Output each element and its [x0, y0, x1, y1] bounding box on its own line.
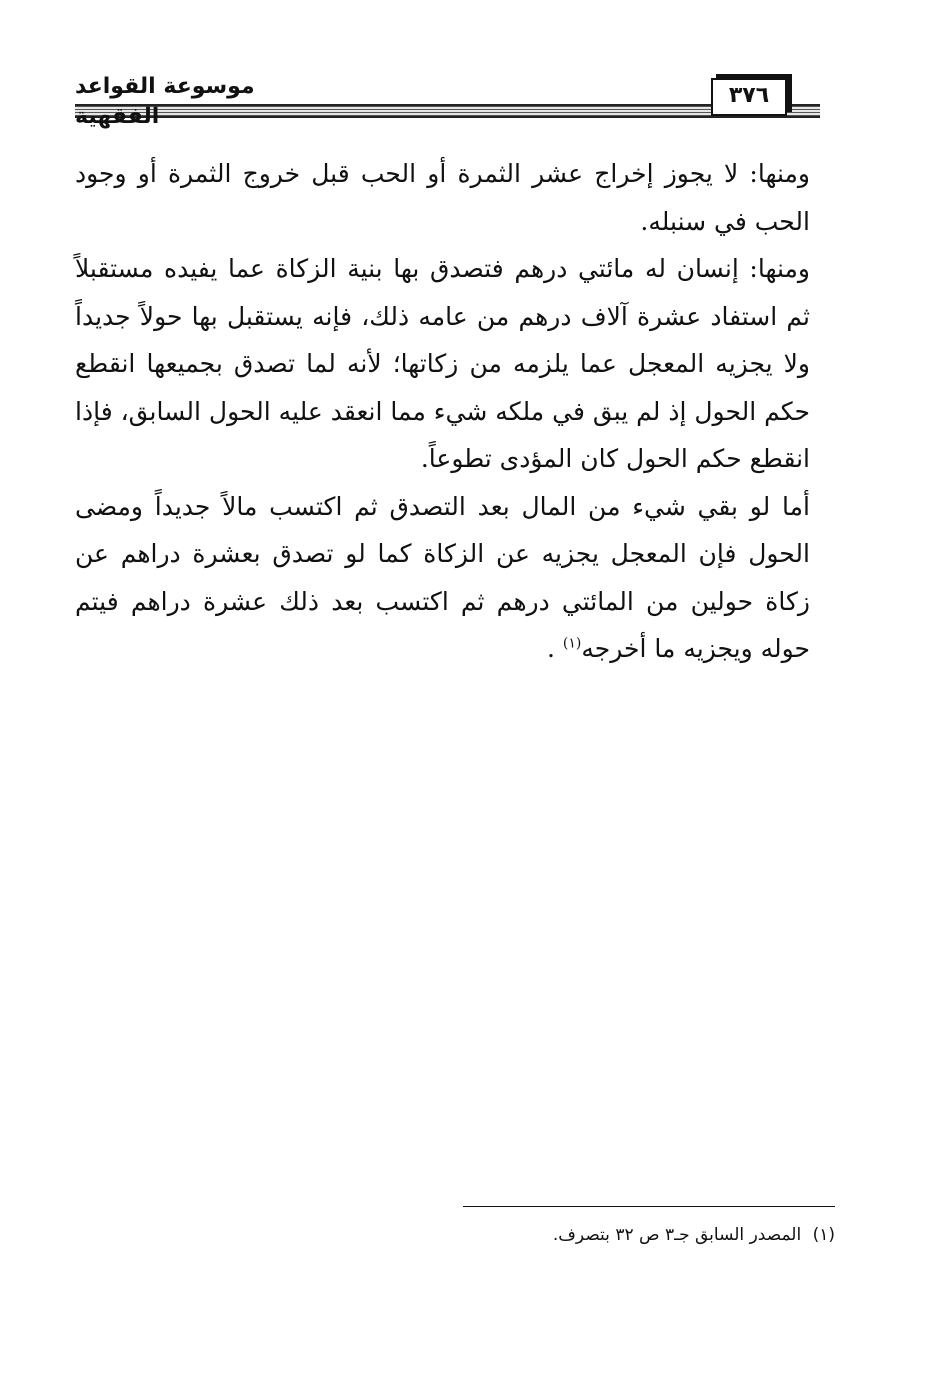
footnote-number: (١)	[812, 1225, 835, 1245]
page-number: ٣٧٦	[711, 78, 787, 116]
footnote-text: المصدر السابق جـ٣ ص ٣٢ بتصرف.	[552, 1225, 802, 1245]
paragraph-lead: ومنها:	[749, 159, 810, 188]
paragraph	[75, 483, 810, 673]
footnote-reference[interactable]: (١)	[562, 635, 582, 652]
paragraph-text: لا يجوز إخراج عشر الثمرة أو الحب قبل خروج الثمرة أو وجود الحب في سنبله.	[75, 159, 810, 236]
paragraph	[75, 245, 810, 483]
paragraph	[75, 150, 810, 245]
running-header	[75, 66, 820, 129]
footnote	[400, 1222, 835, 1248]
paragraph-text: إنسان له مائتي درهم فتصدق بها بنية الزكاة عما يفيده مستقبلاً ثم استفاد عشرة آلاف درهم من عامه ذلك، فإنه يستقبل بها حولاً جديداً ولا يجزيه المعجل عما يلزمه من زكاتها؛ لأنه لما تصدق بجميعها انقطع حكم الحول إذ لم يبق في ملكه شيء مما انعقد عليه الحول السابق، فإذا انقطع حكم الحول كان المؤدى تطوعاً.	[75, 254, 810, 473]
paragraph-tail: .	[547, 634, 555, 663]
footnote-separator	[463, 1206, 835, 1207]
paragraph-text: أما لو بقي شيء من المال بعد التصدق ثم اكتسب مالاً جديداً ومضى الحول فإن المعجل يجزيه عن الزكاة كما لو تصدق بعشرة دراهم عن زكاة حولين من المائتي درهم ثم اكتسب بعد ذلك عشرة دراهم فيتم حوله ويجزيه ما أخرجه	[75, 491, 810, 663]
main-text	[75, 150, 810, 673]
paragraph-lead: ومنها:	[749, 254, 810, 283]
book-title: موسوعة القواعد الفقهية	[75, 74, 255, 129]
